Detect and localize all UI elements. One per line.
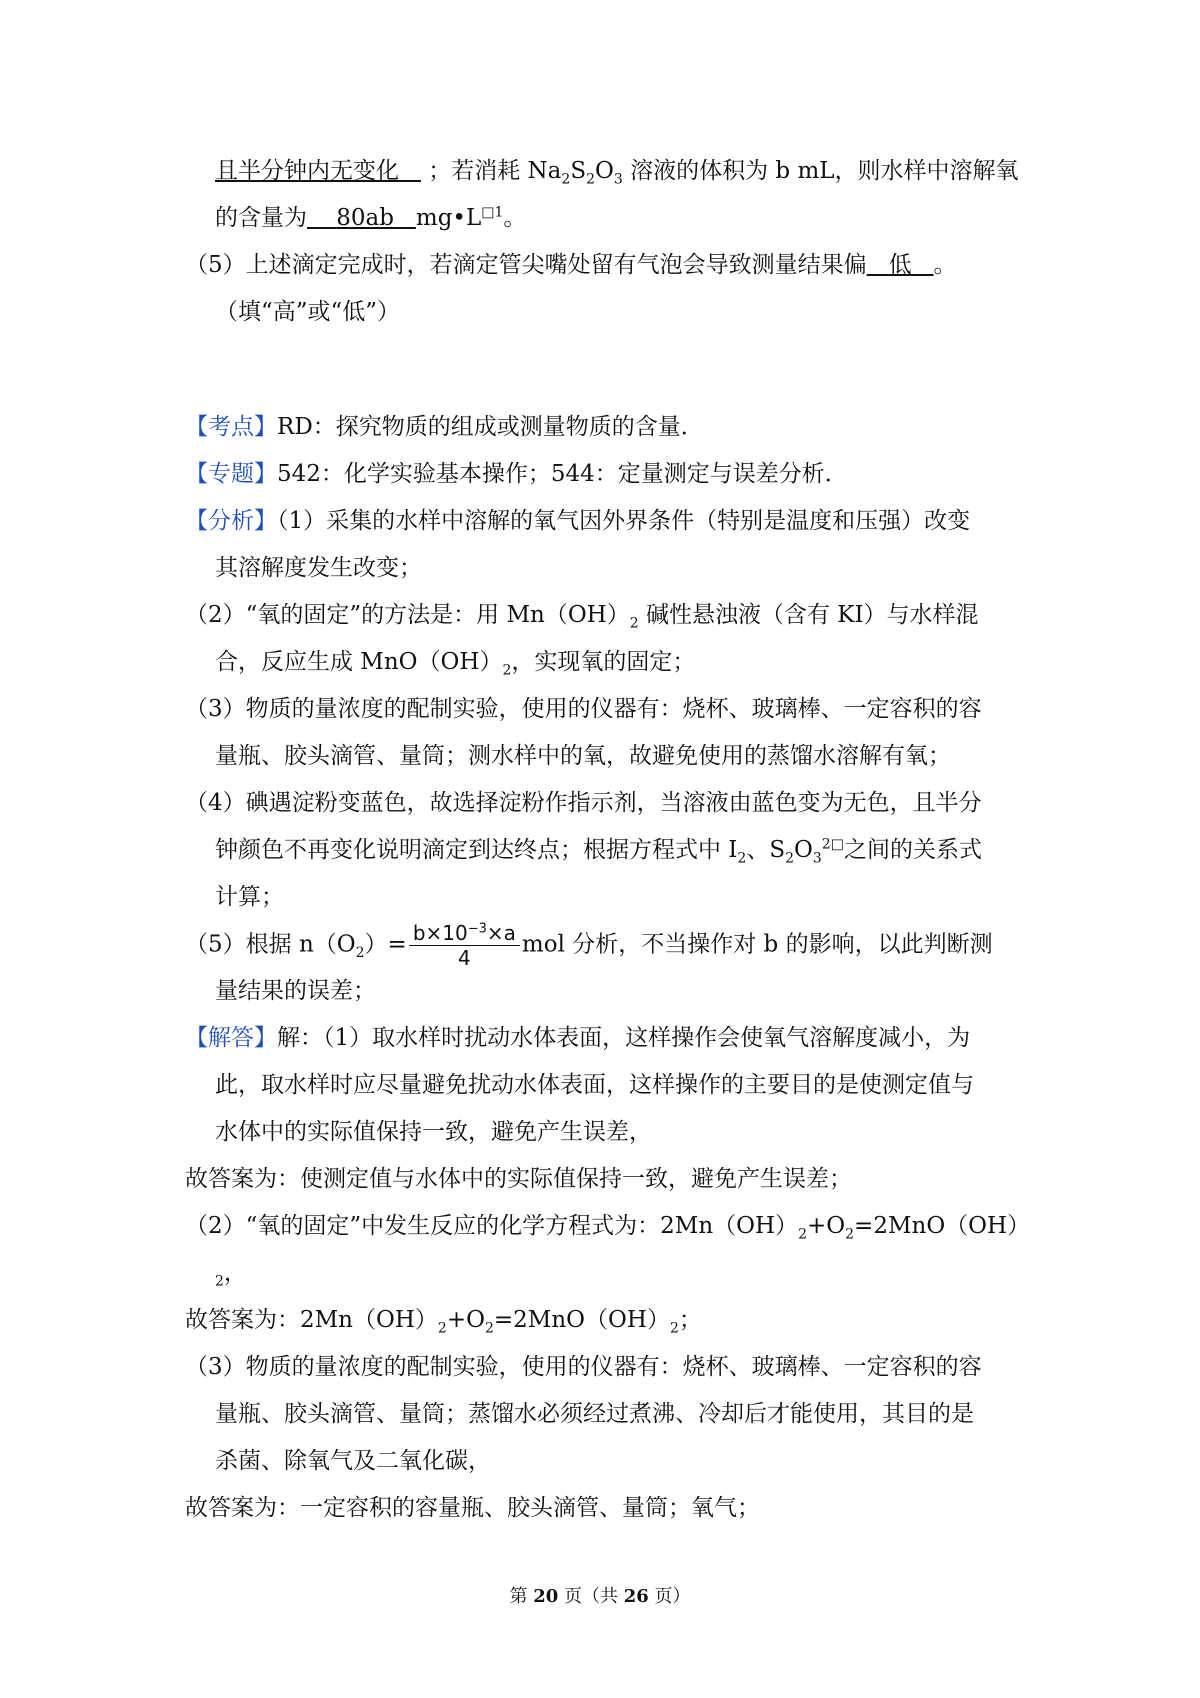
text-line: 量瓶、胶头滴管、量筒；测水样中的氧，故避免使用的蒸馏水溶解有氧； (215, 743, 951, 769)
text-line: （3）物质的量浓度的配制实验，使用的仪器有：烧杯、玻璃棒、一定容积的容 (185, 1354, 982, 1380)
text-line: 故答案为：$2Mn(OH)_2+O_2=2MnO(OH)_2$； (185, 1307, 702, 1337)
text-line: （2）“氧的固定”的方法是：用 $Mn(OH)_2$ 碱性悬浊液（含有 KI）与水样混 (185, 602, 979, 632)
text-line: （2）“氧的固定”中发生反应的化学方程式为：$2Mn(OH)_2+O_2=2MnO(OH)$ (185, 1213, 1031, 1243)
page-number: 20 (533, 1586, 559, 1607)
jieda-tag: 【解答】 (185, 1025, 277, 1051)
kaodian-line: 【考点】RD：探究物质的组成或测量物质的含量． (185, 414, 704, 440)
text-line: （3）物质的量浓度的配制实验，使用的仪器有：烧杯、玻璃棒、一定容积的容 (185, 696, 982, 722)
text-line: $_2$， (215, 1260, 247, 1290)
text-line: 的含量为 80ab $mg•L^{□1}$。 (215, 204, 527, 231)
text-line: 量瓶、胶头滴管、量筒；蒸馏水必须经过煮沸、冷却后才能使用，其目的是 (215, 1401, 974, 1427)
text-line: 其溶解度发生改变； (215, 555, 422, 581)
fraction-formula: $\frac{b\times 10^{-3}\times a}{4}$ (409, 921, 520, 970)
page-footer: 第 20 页（共 26 页） (509, 1586, 691, 1607)
text-line: 故答案为：一定容积的容量瓶、胶头滴管、量筒；氧气； (185, 1495, 760, 1521)
zhuanti-line: 【专题】542：化学实验基本操作；544：定量测定与误差分析． (185, 461, 848, 487)
text-line: （填“高”或“低”） (215, 299, 401, 325)
text-line: （5）上述滴定完成时，若滴定管尖嘴处留有气泡会导致测量结果偏 低 。 (185, 252, 957, 278)
kaodian-tag: 【考点】 (185, 414, 277, 440)
text-line: 杀菌、除氧气及二氧化碳， (215, 1448, 491, 1474)
fenxi-tag: 【分析】 (185, 508, 277, 534)
text-line: 计算； (215, 884, 284, 910)
page-total: 26 (623, 1586, 649, 1607)
text-line: 且半分钟内无变化 ；若消耗 $Na_2S_2O_3$ 溶液的体积为 b mL，则水样中溶解氧 (215, 158, 1019, 188)
text-line: 此，取水样时应尽量避免扰动水体表面，这样操作的主要目的是使测定值与 (215, 1072, 974, 1098)
jieda-line: 【解答】解：（1）取水样时扰动水体表面，这样操作会使氧气溶解度减小，为 (185, 1025, 971, 1051)
zhuanti-tag: 【专题】 (185, 461, 277, 487)
text-line: 量结果的误差； (215, 978, 376, 1004)
text-line: （5）根据 $n(O_2)=$ $\frac{b\times 10^{-3}\times a}{4}$ mol 分析，不当操作对 b 的影响，以此判断测 (185, 921, 993, 970)
text-line: 钟颜色不再变化说明滴定到达终点；根据方程式中 $I_2$、$S_2O_3^{2□}$之间的关系式 (215, 836, 982, 867)
fenxi-line: 【分析】（1）采集的水样中溶解的氧气因外界条件（特别是温度和压强）改变 (185, 508, 971, 534)
text-line: 故答案为：使测定值与水体中的实际值保持一致，避免产生误差； (185, 1166, 852, 1192)
answer-blank: 低 (888, 252, 912, 278)
answer-blank: 且半分钟内无变化 (215, 158, 399, 184)
document-body (185, 148, 1030, 1532)
text-line: 水体中的实际值保持一致，避免产生误差， (215, 1119, 652, 1145)
text-line: 合，反应生成 $MnO(OH)_2$，实现氧的固定； (215, 649, 696, 679)
text-line: （4）碘遇淀粉变蓝色，故选择淀粉作指示剂，当溶液由蓝色变为无色，且半分 (185, 790, 982, 816)
answer-blank: 80ab (336, 205, 394, 231)
